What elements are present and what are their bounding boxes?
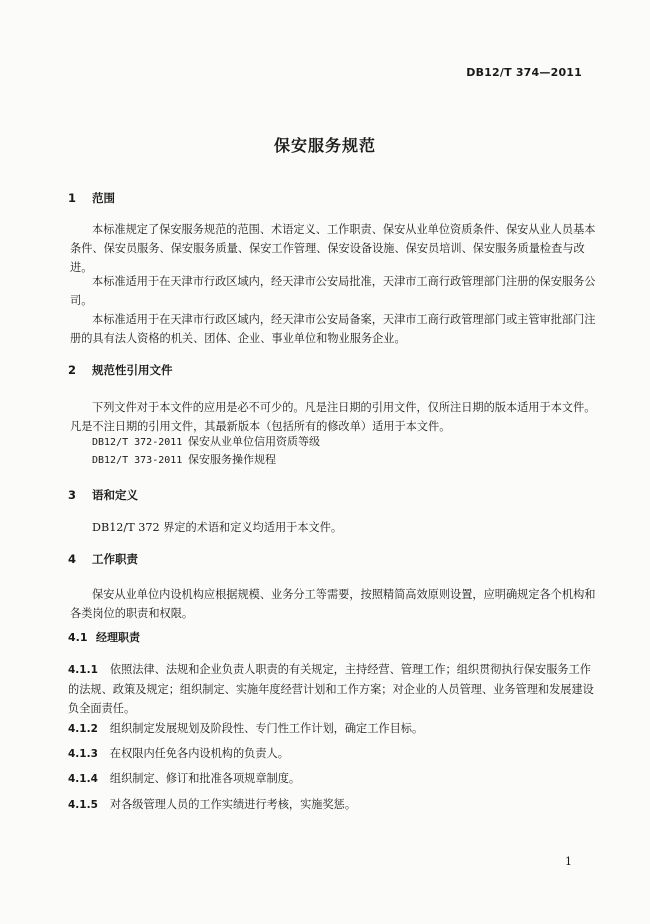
references-intro: 下列文件对于本文件的应用是必不可少的。凡是注日期的引用文件，仅所注日期的版本适用于本文件。凡是不注日期的引用文件，其最新版本（包括所有的修改单）适用于本文件。 [70, 401, 596, 433]
section-3-heading [68, 487, 138, 503]
clause-number: 4.1.4 [68, 773, 98, 785]
clause-text: 依照法律、法规和企业负责人职责的有关规定，主持经营、管理工作；组织贯彻执行保安服务工作的法规、政策及规定；组织制定、实施年度经营计划和工作方案；对企业的人员管理、业务管理和发展建设负全面责任。 [68, 663, 594, 715]
clause-text: 在权限内任免各内设机构的负责人。 [109, 747, 289, 760]
reference-code: DB12/T 372-2011 [92, 437, 183, 448]
section-title: 规范性引用文件 [92, 363, 173, 377]
subsection-4-1-heading [68, 629, 140, 645]
section-number: 3 [68, 488, 77, 502]
clause-4-1-1 [68, 660, 598, 718]
section-title: 范围 [92, 191, 115, 205]
section-number: 2 [68, 363, 77, 377]
duties-paragraph: 保安从业单位内设机构应根据规模、业务分工等需要，按照精简高效原则设置，应明确规定各个机构和各类岗位的职责和权限。 [70, 588, 596, 620]
section-1-heading [68, 190, 115, 206]
clause-number: 4.1.5 [68, 799, 98, 811]
section-2-heading [68, 362, 173, 378]
section-title: 工作职责 [92, 552, 138, 566]
page-number: 1 [565, 855, 572, 868]
section-number: 1 [68, 191, 77, 205]
reference-name: 保安服务操作规程 [188, 453, 276, 466]
reference-code: DB12/T 373-2011 [92, 455, 183, 466]
clause-4-1-5 [68, 795, 598, 815]
scope-paragraph-2: 本标准适用于在天津市行政区域内，经天津市公安局批准，天津市工商行政管理部门注册的保安服务公司。 [70, 275, 596, 307]
clause-text: 组织制定发展规划及阶段性、专门性工作计划，确定工作目标。 [109, 722, 424, 735]
subsection-title: 经理职责 [96, 631, 140, 644]
subsection-number: 4.1 [68, 631, 88, 644]
scope-paragraph-3: 本标准适用于在天津市行政区域内，经天津市公安局备案，天津市工商行政管理部门或主管审批部门注册的具有法人资格的机关、团体、企业、事业单位和物业服务企业。 [70, 313, 596, 345]
clause-4-1-2 [68, 719, 598, 739]
section-4-heading [68, 551, 138, 567]
reference-item [92, 433, 320, 449]
clause-number: 4.1.1 [68, 664, 98, 676]
clause-4-1-4 [68, 769, 598, 789]
clause-text: 组织制定、修订和批准各项规章制度。 [109, 772, 301, 785]
document-title: 保安服务规范 [273, 136, 376, 155]
clause-number: 4.1.2 [68, 723, 98, 735]
reference-item [92, 451, 276, 467]
section-title: 语和定义 [92, 488, 138, 502]
standard-number: DB12/T 374—2011 [466, 66, 582, 79]
clause-text: 对各级管理人员的工作实绩进行考核，实施奖惩。 [109, 798, 357, 811]
section-number: 4 [68, 552, 77, 566]
reference-name: 保安从业单位信用资质等级 [188, 435, 320, 448]
terms-paragraph: DB12/T 372 界定的术语和定义均适用于本文件。 [92, 521, 343, 534]
clause-number: 4.1.3 [68, 748, 98, 760]
scope-paragraph-1: 本标准规定了保安服务规范的范围、术语定义、工作职责、保安从业单位资质条件、保安从业人员基本条件、保安员服务、保安服务质量、保安工作管理、保安设备设施、保安员培训、保安服务质量检查与改进。 [70, 223, 596, 274]
clause-4-1-3 [68, 744, 598, 764]
